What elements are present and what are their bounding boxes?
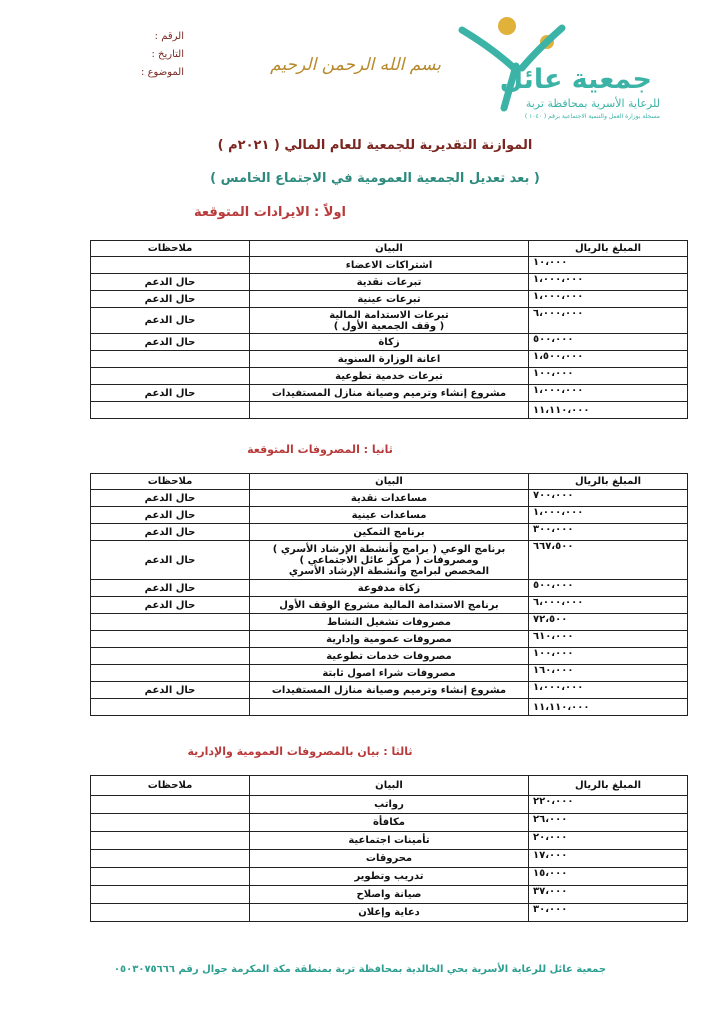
notes-cell bbox=[91, 814, 250, 832]
column-header-amount: المبلغ بالريال bbox=[529, 241, 688, 257]
amount-cell: ٣٠،٠٠٠ bbox=[529, 904, 688, 922]
table-row bbox=[91, 524, 688, 541]
amount-cell: ١،٠٠٠،٠٠٠ bbox=[529, 385, 688, 402]
description-cell: مصروفات عمومية وإدارية bbox=[250, 631, 529, 648]
description-cell: زكاة مدفوعة bbox=[250, 580, 529, 597]
document-meta bbox=[112, 28, 184, 82]
column-header-notes: ملاحظات bbox=[91, 241, 250, 257]
amount-cell: ٦٦٧،٥٠٠ bbox=[529, 541, 688, 580]
table-row bbox=[91, 796, 688, 814]
notes-cell bbox=[91, 868, 250, 886]
table-row bbox=[91, 614, 688, 631]
amount-cell: ١٦٠،٠٠٠ bbox=[529, 665, 688, 682]
table-row bbox=[91, 368, 688, 385]
notes-cell: حال الدعم bbox=[91, 597, 250, 614]
description-cell: مساعدات نقدية bbox=[250, 490, 529, 507]
table-row bbox=[91, 351, 688, 368]
empty-cell bbox=[250, 699, 529, 716]
document-title: الموازنة التقديرية للجمعية للعام المالي ( ٢٠٢١م ) bbox=[217, 138, 533, 153]
amount-cell: ١٧،٠٠٠ bbox=[529, 850, 688, 868]
notes-cell bbox=[91, 665, 250, 682]
revenues-rows bbox=[91, 257, 688, 419]
subject-label: الموضوع : bbox=[141, 67, 184, 78]
description-cell: مشروع إنشاء وترميم وصيانة منازل المستفيدات bbox=[250, 682, 529, 699]
amount-cell: ١٥،٠٠٠ bbox=[529, 868, 688, 886]
notes-cell bbox=[91, 257, 250, 274]
table-row bbox=[91, 580, 688, 597]
notes-cell bbox=[91, 631, 250, 648]
description-cell: مصروفات تشغيل النشاط bbox=[250, 614, 529, 631]
amount-cell: ١٠،٠٠٠ bbox=[529, 257, 688, 274]
description-cell: تدريب وتطوير bbox=[250, 868, 529, 886]
document-subtitle: ( بعد تعديل الجمعية العمومية في الاجتماع الخامس ) bbox=[210, 171, 540, 186]
table-row bbox=[91, 832, 688, 850]
description-cell: تبرعات الاستدامة المالية ( وقف الجمعية الأول ) bbox=[250, 308, 529, 334]
notes-cell: حال الدعم bbox=[91, 682, 250, 699]
notes-cell: حال الدعم bbox=[91, 541, 250, 580]
amount-cell: ٣٧،٠٠٠ bbox=[529, 886, 688, 904]
table-row bbox=[91, 648, 688, 665]
footer-contact: جمعية عائل للرعاية الأسرية بحي الخالدية بمحافظة تربة بمنطقة مكة المكرمة جوال رقم ٠٥٠٣٠٧٥٦٦٦ bbox=[113, 964, 607, 975]
description-cell: دعاية وإعلان bbox=[250, 904, 529, 922]
table-row bbox=[91, 814, 688, 832]
description-cell: مصروفات شراء اصول ثابتة bbox=[250, 665, 529, 682]
description-cell: مصروفات خدمات تطوعية bbox=[250, 648, 529, 665]
table-row bbox=[91, 291, 688, 308]
amount-cell: ٥٠٠،٠٠٠ bbox=[529, 580, 688, 597]
amount-cell: ٧٠٠،٠٠٠ bbox=[529, 490, 688, 507]
table-row bbox=[91, 665, 688, 682]
amount-cell: ٦١٠،٠٠٠ bbox=[529, 631, 688, 648]
notes-cell bbox=[91, 648, 250, 665]
empty-cell bbox=[250, 402, 529, 419]
date-label: التاريخ : bbox=[151, 49, 184, 60]
notes-cell: حال الدعم bbox=[91, 507, 250, 524]
amount-cell: ١،٠٠٠،٠٠٠ bbox=[529, 291, 688, 308]
table-row bbox=[91, 904, 688, 922]
total-row bbox=[91, 402, 688, 419]
table-row bbox=[91, 682, 688, 699]
table-row bbox=[91, 257, 688, 274]
admin-expenses-rows bbox=[91, 796, 688, 922]
expenses-table bbox=[90, 473, 688, 716]
admin-expenses-heading: ثالثا : بيان بالمصروفات العمومية والإدارية bbox=[187, 745, 413, 758]
table-row bbox=[91, 597, 688, 614]
notes-cell bbox=[91, 904, 250, 922]
description-cell: تبرعات خدمية تطوعية bbox=[250, 368, 529, 385]
notes-cell: حال الدعم bbox=[91, 334, 250, 351]
column-header-description: البيان bbox=[250, 474, 529, 490]
number-label: الرقم : bbox=[154, 31, 184, 42]
table-row bbox=[91, 850, 688, 868]
total-amount-cell: ١١،١١٠،٠٠٠ bbox=[529, 402, 688, 419]
column-header-notes: ملاحظات bbox=[91, 474, 250, 490]
table-row bbox=[91, 507, 688, 524]
description-cell: مكافأة bbox=[250, 814, 529, 832]
table-row bbox=[91, 308, 688, 334]
description-cell: برنامج الوعي ( برامج وأنشطة الإرشاد الأسري ) ومصروفات ( مركز عائل الاجتماعي ) المخصص لبرامج وأنشطة الإرشاد الأسري bbox=[250, 541, 529, 580]
description-cell: برنامج التمكين bbox=[250, 524, 529, 541]
table-row bbox=[91, 541, 688, 580]
description-cell: برنامج الاستدامة المالية مشروع الوقف الأول bbox=[250, 597, 529, 614]
organization-logo bbox=[452, 8, 680, 120]
notes-cell bbox=[91, 368, 250, 385]
notes-cell bbox=[91, 850, 250, 868]
description-cell: تبرعات عينية bbox=[250, 291, 529, 308]
notes-cell: حال الدعم bbox=[91, 385, 250, 402]
description-cell: مساعدات عينية bbox=[250, 507, 529, 524]
column-header-notes: ملاحظات bbox=[91, 776, 250, 796]
empty-cell bbox=[91, 699, 250, 716]
table-row bbox=[91, 631, 688, 648]
description-cell: تأمينات اجتماعية bbox=[250, 832, 529, 850]
revenues-heading: اولاً : الايرادات المتوقعة bbox=[194, 205, 346, 220]
description-cell: زكاة bbox=[250, 334, 529, 351]
notes-cell bbox=[91, 351, 250, 368]
amount-cell: ١،٥٠٠،٠٠٠ bbox=[529, 351, 688, 368]
column-header-description: البيان bbox=[250, 241, 529, 257]
table-row bbox=[91, 886, 688, 904]
amount-cell: ٦،٠٠٠،٠٠٠ bbox=[529, 308, 688, 334]
amount-cell: ٧٢،٥٠٠ bbox=[529, 614, 688, 631]
logo-name: جمعية عائل bbox=[499, 64, 652, 95]
description-cell: مشروع إنشاء وترميم وصيانة منازل المستفيدات bbox=[250, 385, 529, 402]
empty-cell bbox=[91, 402, 250, 419]
notes-cell: حال الدعم bbox=[91, 490, 250, 507]
notes-cell: حال الدعم bbox=[91, 274, 250, 291]
amount-cell: ٢٠،٠٠٠ bbox=[529, 832, 688, 850]
amount-cell: ١،٠٠٠،٠٠٠ bbox=[529, 274, 688, 291]
amount-cell: ١،٠٠٠،٠٠٠ bbox=[529, 682, 688, 699]
expenses-rows bbox=[91, 490, 688, 716]
description-cell: تبرعات نقدية bbox=[250, 274, 529, 291]
notes-cell bbox=[91, 614, 250, 631]
notes-cell bbox=[91, 796, 250, 814]
logo-registration: مسجلة بوزارة العمل والتنمية الاجتماعية برقم ( ١٠٤٠ ) bbox=[524, 113, 660, 120]
description-cell: رواتب bbox=[250, 796, 529, 814]
admin-expenses-table bbox=[90, 775, 688, 922]
notes-cell: حال الدعم bbox=[91, 308, 250, 334]
column-header-amount: المبلغ بالريال bbox=[529, 776, 688, 796]
expenses-heading: ثانيا : المصروفات المتوقعة bbox=[247, 443, 393, 456]
description-cell: صيانة واصلاح bbox=[250, 886, 529, 904]
notes-cell bbox=[91, 886, 250, 904]
revenues-table bbox=[90, 240, 688, 419]
notes-cell: حال الدعم bbox=[91, 580, 250, 597]
notes-cell: حال الدعم bbox=[91, 291, 250, 308]
table-row bbox=[91, 490, 688, 507]
column-header-amount: المبلغ بالريال bbox=[529, 474, 688, 490]
amount-cell: ٢٢٠،٠٠٠ bbox=[529, 796, 688, 814]
amount-cell: ١٠٠،٠٠٠ bbox=[529, 648, 688, 665]
logo-subtitle: للرعاية الأسرية بمحافظة تربة bbox=[525, 97, 660, 110]
basmala: بسم الله الرحمن الرحيم bbox=[270, 55, 441, 75]
table-row bbox=[91, 868, 688, 886]
amount-cell: ٦،٠٠٠،٠٠٠ bbox=[529, 597, 688, 614]
table-row bbox=[91, 385, 688, 402]
table-row bbox=[91, 274, 688, 291]
amount-cell: ٣٠٠،٠٠٠ bbox=[529, 524, 688, 541]
description-cell: اشتراكات الاعضاء bbox=[250, 257, 529, 274]
notes-cell bbox=[91, 832, 250, 850]
amount-cell: ٢٦،٠٠٠ bbox=[529, 814, 688, 832]
description-cell: اعانة الوزارة السنوية bbox=[250, 351, 529, 368]
total-amount-cell: ١١،١١٠،٠٠٠ bbox=[529, 699, 688, 716]
description-cell: محروقات bbox=[250, 850, 529, 868]
notes-cell: حال الدعم bbox=[91, 524, 250, 541]
amount-cell: ١٠٠،٠٠٠ bbox=[529, 368, 688, 385]
total-row bbox=[91, 699, 688, 716]
amount-cell: ١،٠٠٠،٠٠٠ bbox=[529, 507, 688, 524]
column-header-description: البيان bbox=[250, 776, 529, 796]
amount-cell: ٥٠٠،٠٠٠ bbox=[529, 334, 688, 351]
table-row bbox=[91, 334, 688, 351]
